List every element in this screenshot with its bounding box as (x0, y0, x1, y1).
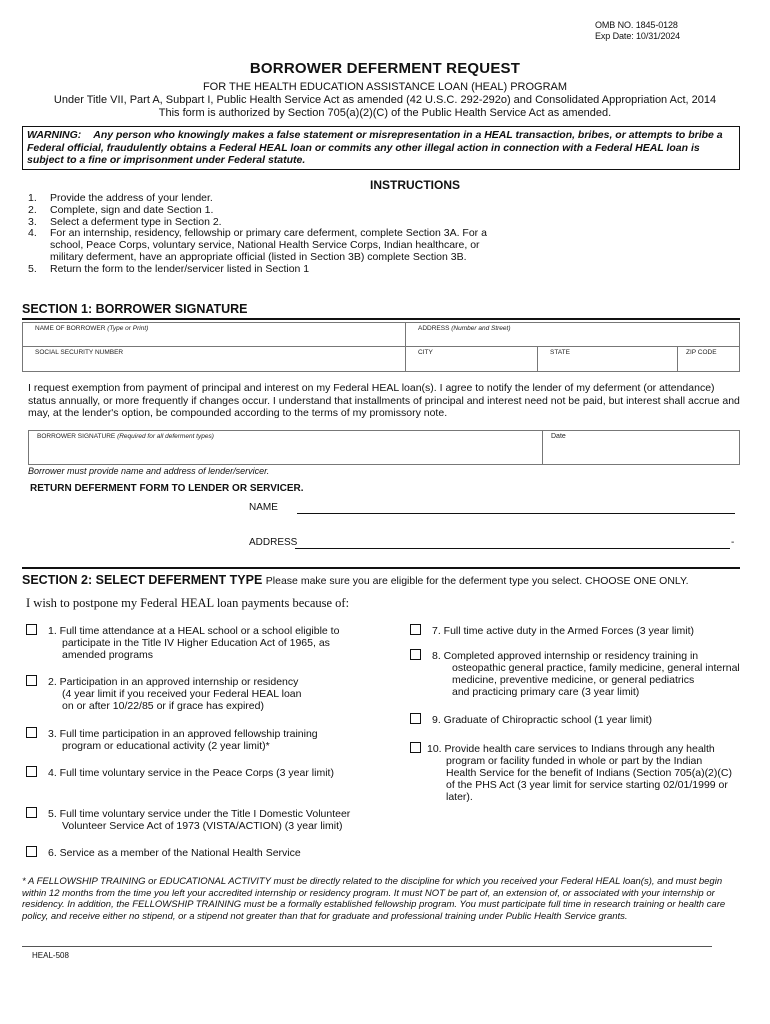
fellowship-footnote: * A FELLOWSHIP TRAINING or EDUCATIONAL ACTIVITY must be directly related to the discipline for which you received your Federal HEAL loan(s), and must begin within 12 months from the time you left your accredited internship or residency program. It must NOT be part of, an extension of, or associated with your internship or residency. In addition, the FELLOWSHIP TRAINING must be a formally established fellowship program. You must participate full time in research training or health care policy, and receive either no stipend, or a stipend not greater than that for graduate and professional training under Public Health Service grants. (22, 876, 726, 922)
form-subtitle-program: FOR THE HEALTH EDUCATION ASSISTANCE LOAN (HEAL) PROGRAM (202, 81, 568, 93)
expiration-date: Exp Date: 10/31/2024 (595, 31, 681, 41)
signature-box (28, 430, 740, 465)
instructions-list (28, 193, 508, 276)
form-subtitle-authority: This form is authorized by Section 705(a)(2)(C) of the Public Health Service Act as amended. (158, 107, 612, 119)
omb-number: OMB NO. 1845-0128 (595, 20, 678, 30)
deferment-option-7[interactable]: 7. Full time active duty in the Armed Forces (3 year limit) (410, 625, 750, 641)
signature-date-field[interactable]: Date (551, 433, 566, 440)
instructions-heading: INSTRUCTIONS (370, 178, 460, 192)
lender-name-label: NAME (249, 502, 278, 513)
deferment-option-8[interactable]: 8. Completed approved internship or residency training in osteopathic general practice, family medicine, general internal medicine, preventive medicine, or general pediatrics and practicing primary care (3 year limit) (410, 650, 750, 702)
return-instruction: RETURN DEFERMENT FORM TO LENDER OR SERVICER. (30, 483, 304, 494)
borrower-signature-field[interactable]: BORROWER SIGNATURE (Required for all deferment types) (29, 431, 543, 464)
deferment-option-4[interactable]: 4. Full time voluntary service in the Peace Corps (3 year limit) (26, 767, 386, 783)
lender-address-line[interactable] (295, 548, 730, 549)
address-dash: - (731, 537, 735, 548)
section2-divider (22, 567, 740, 569)
deferment-option-1[interactable]: 1. Full time attendance at a HEAL school or a school eligible to participate in the Title IV Higher Education Act of 1965, as amended programs (26, 625, 386, 665)
deferment-intro: I wish to postpone my Federal HEAL loan payments because of: (26, 596, 350, 610)
ssn-field[interactable]: SOCIAL SECURITY NUMBER (23, 347, 406, 371)
instruction-item: 4. For an internship, residency, fellowship or primary care deferment, complete Section 3A. For a school, Peace Corps, voluntary service, National Health Service Corps, Indian healthcare, or military deferment, have an appropriate official (listed in Section 3B) complete Section 3B. (28, 227, 487, 263)
deferment-option-9[interactable]: 9. Graduate of Chiropractic school (1 year limit) (410, 714, 750, 730)
borrower-agreement-text: I request exemption from payment of principal and interest on my Federal HEAL loan(s). I agree to notify the lender of my deferment (or attendance) status annually, or more frequently if changes occur. I understand that installments of principal and interest need not be paid, but interest shall accrue and may, at the lender's option, be compounded according to the terms of my promissory note. (28, 382, 740, 419)
city-field[interactable]: CITY (406, 347, 538, 371)
checkbox[interactable] (410, 713, 421, 724)
instruction-item: 3. Select a deferment type in Section 2. (28, 215, 222, 228)
omb-block (595, 20, 680, 42)
checkbox[interactable] (26, 766, 37, 777)
warning-text: Any person who knowingly makes a false statement or misrepresentation in a HEAL transaction, bribes, or attempts to bribe a Federal official, fraudulently obtains a Federal HEAL loan or commits any other illegal action in connection with a Federal HEAL loan is subject to a fine or imprisonment under Federal statute. (27, 129, 723, 166)
instruction-item: 1. Provide the address of your lender. (28, 192, 213, 204)
checkbox[interactable] (26, 675, 37, 686)
checkbox[interactable] (410, 742, 421, 753)
form-id: HEAL-508 (32, 951, 69, 960)
checkbox[interactable] (26, 727, 37, 738)
checkbox[interactable] (410, 649, 421, 660)
section1-heading: SECTION 1: BORROWER SIGNATURE (22, 302, 248, 316)
zip-code-field[interactable]: ZIP CODE (686, 349, 717, 356)
section2-heading: SECTION 2: SELECT DEFERMENT TYPE Please make sure you are eligible for the deferment type you select. CHOOSE ONE ONLY. (22, 573, 689, 587)
borrower-info-grid (22, 322, 740, 372)
lender-note: Borrower must provide name and address of lender/servicer. (28, 466, 270, 476)
form-subtitle-statute: Under Title VII, Part A, Subpart I, Public Health Service Act as amended (42 U.S.C. 292-292o) and Consolidated Appropriation Act, 2014 (53, 94, 717, 106)
deferment-option-10[interactable]: 10. Provide health care services to Indians through any health program or facility funded in whole or part by the Indian Health Service for the benefit of Indians (Section 705(a)(2)(C) of the PHS Act (3 year limit for service starting 02/01/1999 or later). (410, 743, 750, 807)
footer-divider (22, 946, 712, 947)
borrower-name-field[interactable]: NAME OF BORROWER (Type or Print) (23, 323, 406, 347)
deferment-option-2[interactable]: 2. Participation in an approved internship or residency (4 year limit if you received your Federal HEAL loan on or after 10/22/85 or if grace has expired) (26, 676, 386, 716)
borrower-address-field[interactable]: ADDRESS (Number and Street) (406, 323, 739, 347)
lender-address-label: ADDRESS (249, 537, 298, 548)
checkbox[interactable] (410, 624, 421, 635)
warning-box (22, 126, 740, 170)
checkbox[interactable] (26, 807, 37, 818)
section2-note: Please make sure you are eligible for the deferment type you select. CHOOSE ONE ONLY. (265, 575, 689, 587)
deferment-option-3[interactable]: 3. Full time participation in an approved fellowship training program or educational activity (2 year limit)* (26, 728, 386, 756)
lender-name-line[interactable] (297, 513, 735, 514)
state-field[interactable]: STATE (538, 347, 678, 371)
form-title: BORROWER DEFERMENT REQUEST (249, 60, 521, 77)
deferment-option-6[interactable]: 6. Service as a member of the National Health Service (26, 847, 386, 863)
instruction-item: 2. Complete, sign and date Section 1. (28, 203, 214, 216)
checkbox[interactable] (26, 624, 37, 635)
instruction-item: 5. Return the form to the lender/servicer listed in Section 1 (28, 262, 310, 275)
checkbox[interactable] (26, 846, 37, 857)
section1-divider (22, 318, 740, 320)
deferment-option-5[interactable]: 5. Full time voluntary service under the Title I Domestic Volunteer Volunteer Service Act of 1973 (VISTA/ACTION) (3 year limit) (26, 808, 386, 836)
warning-label: WARNING: (27, 129, 82, 141)
